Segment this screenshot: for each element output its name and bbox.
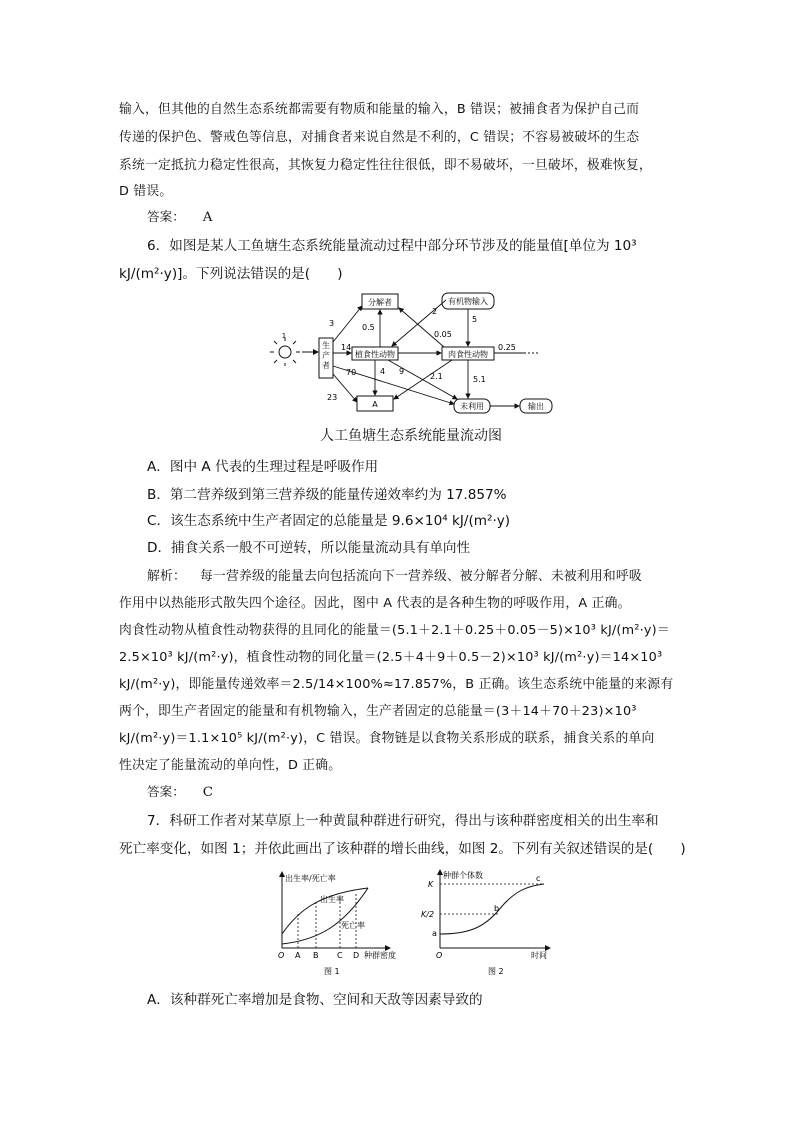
diagram-caption: 人工鱼塘生态系统能量流动图	[320, 428, 502, 444]
q7-stem-line-2: 死亡率变化，如图 1；并依此画出了该种群的增长曲线，如图 2。下列有关叙述错误的是( )	[119, 841, 686, 857]
fig2-point-c: c	[536, 874, 541, 883]
q6-option-d: D．捕食关系一般不可逆转，所以能量流动具有单向性	[147, 540, 471, 556]
herbivore-label: 植食性动物	[355, 350, 395, 359]
producer-char-3: 者	[322, 361, 330, 370]
val-carnivore-next: 0.25	[498, 343, 516, 352]
answer-label: 答案：	[147, 209, 185, 224]
val-herbivore-unused: 9	[399, 367, 405, 376]
fig1-birth-label: 出生率	[320, 895, 344, 904]
figure-2	[418, 866, 558, 978]
prev-explanation-line-3: 系统一定抵抗力稳定性很高，其恢复力稳定性往往很低，即不易破坏，一旦破坏，极难恢复，	[119, 158, 652, 173]
q6-option-b: B．第二营养级到第三营养级的能量传递效率约为 17.857%	[147, 487, 507, 503]
fig1-tick-c: C	[337, 951, 343, 960]
val-producer-herbivore: 14	[341, 343, 352, 352]
q6-explanation-line-4: 2.5×10³ kJ/(m²·y)，植食性动物的同化量＝(2.5＋4＋9＋0.5－2)×10³ kJ/(m²·y)＝14×10³	[119, 650, 663, 665]
fig2-origin: O	[436, 951, 443, 960]
answer-value: C	[202, 785, 214, 800]
prev-answer	[147, 206, 212, 225]
fig2-caption: 图 2	[488, 967, 504, 976]
q6-option-a: A．图中 A 代表的生理过程是呼吸作用	[147, 459, 379, 475]
val-herbivore-decomposer: 0.5	[362, 323, 375, 332]
q7-stem-line-1: 7．科研工作者对某草原上一种黄鼠种群进行研究，得出与该种群密度相关的出生率和	[147, 813, 659, 829]
fig2-point-b: b	[494, 904, 500, 913]
q6-explanation-line-1	[147, 565, 642, 584]
q6-stem-line-2: kJ/(m²·y)]。下列说法错误的是( )	[119, 266, 343, 282]
fig2-point-a: a	[432, 929, 437, 938]
explanation-label: 解析：	[147, 569, 186, 584]
q6-explanation-line-8: 性决定了能量流动的单向性，D 正确。	[119, 758, 342, 773]
q6-option-c: C．该生态系统中生产者固定的总能量是 9.6×10⁴ kJ/(m²·y)	[147, 513, 511, 529]
fig1-tick-a: A	[295, 951, 301, 960]
fig2-growth-curve	[440, 884, 544, 934]
q6-explanation-line-7: kJ/(m²·y)＝1.1×10⁵ kJ/(m²·y)，C 错误。食物链是以食物关系形成的联系，捕食关系的单向	[119, 731, 655, 746]
energy-flow-diagram	[262, 286, 562, 416]
decomposer-label: 分解者	[368, 298, 392, 307]
producer-char-2: 产	[322, 351, 330, 360]
explanation-text-1: 每一营养级的能量去向包括流向下一营养级、被分解者分解、未被利用和呼吸	[200, 569, 642, 584]
prev-explanation-line-1: 输入，但其他的自然生态系统都需要有物质和能量的输入，B 错误；被捕食者为保护自己而	[119, 102, 640, 117]
fig1-ylabel: 出生率/死亡率	[285, 874, 336, 883]
fig1-origin: O	[278, 951, 285, 960]
unused-label: 未利用	[460, 402, 484, 411]
val-producer-unused: 70	[346, 368, 357, 377]
fig1-tick-d: D	[353, 951, 360, 960]
val-input-carnivore: 5	[472, 315, 478, 324]
q6-explanation-line-2: 作用中以热能形式散失四个途径。因此，图中 A 代表的是各种生物的呼吸作用，A 正确。	[119, 596, 631, 611]
fig2-k-label: K	[428, 880, 434, 889]
answer-value: A	[202, 210, 213, 225]
prev-explanation-line-2: 传递的保护色、警戒色等信息，对捕食者来说自然是不利的，C 错误；不容易被破坏的生态	[119, 130, 640, 145]
q6-stem-line-1: 6．如图是某人工鱼塘生态系统能量流动过程中部分环节涉及的能量值[单位为 10³	[147, 238, 637, 254]
val-producer-a: 23	[327, 393, 338, 402]
answer-label: 答案：	[147, 784, 185, 799]
val-herbivore-carnivore: 2.1	[430, 372, 443, 381]
val-producer-decomposer: 3	[329, 319, 335, 328]
fig1-death-label: 死亡率	[341, 921, 365, 930]
fig1-caption: 图 1	[324, 967, 340, 976]
fig2-ylabel: 种群个体数	[443, 871, 483, 880]
fig1-tick-b: B	[313, 951, 319, 960]
q6-explanation-line-5: kJ/(m²·y)，即能量传递效率＝2.5/14×100%≈17.857%，B 正确。该生态系统中能量的来源有	[119, 677, 674, 692]
q6-explanation-line-3: 肉食性动物从植食性动物获得的且同化的能量＝(5.1＋2.1＋0.25＋0.05－5)×10³ kJ/(m²·y)＝	[119, 623, 670, 638]
carnivore-label: 肉食性动物	[448, 350, 488, 359]
sun-icon	[270, 338, 300, 366]
output-label: 输出	[528, 402, 544, 411]
val-herbivore-a: 4	[380, 367, 386, 376]
val-input-herbivore: 2	[432, 307, 438, 316]
q6-answer	[147, 781, 213, 800]
prev-explanation-line-4: D 错误。	[119, 184, 173, 199]
a-box-label: A	[372, 400, 378, 409]
producer-char-1: 生	[322, 341, 330, 350]
figure-1	[268, 866, 398, 978]
fig2-xlabel: 时间	[531, 951, 547, 960]
val-carnivore-unused: 5.1	[473, 375, 486, 384]
q6-explanation-line-6: 两个，即生产者固定的能量和有机物输入，生产者固定的总能量＝(3＋14＋70＋23)×10³	[119, 704, 637, 719]
val-carnivore-decomposer: 0.05	[434, 330, 452, 339]
organic-input-label: 有机物输入	[448, 297, 488, 306]
producer-label	[322, 340, 330, 370]
q7-option-a: A．该种群死亡率增加是食物、空间和天敌等因素导致的	[147, 992, 483, 1008]
fig1-xlabel: 种群密度	[364, 951, 396, 960]
fig2-k2-label: K/2	[421, 910, 435, 919]
sun-value: 1	[281, 332, 287, 340]
